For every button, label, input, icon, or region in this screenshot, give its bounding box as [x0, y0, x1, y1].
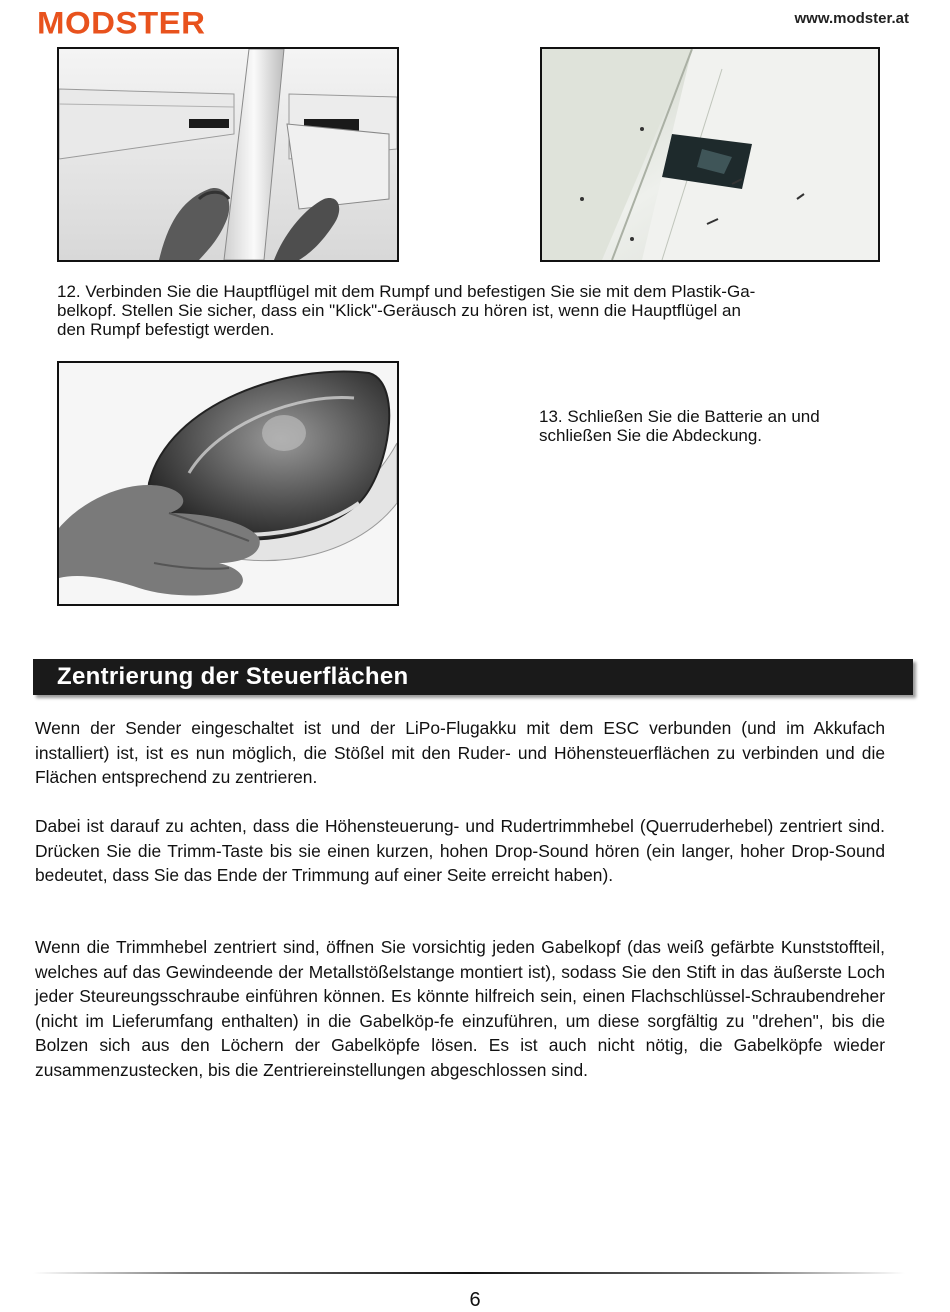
- photo-canopy: [57, 361, 399, 606]
- brand-logo: MODSTER: [37, 4, 206, 41]
- footer-divider: [33, 1272, 905, 1274]
- wing-attach-illustration: [59, 49, 397, 260]
- photo-wing-attach: [57, 47, 399, 262]
- canopy-illustration: [59, 363, 397, 604]
- step-12-text: [57, 282, 897, 339]
- website-url[interactable]: www.modster.at: [794, 10, 909, 27]
- page-number: 6: [469, 1289, 481, 1311]
- section-title: Zentrierung der Steuerflächen: [57, 663, 409, 690]
- photo-wing-underside: [540, 47, 880, 262]
- paragraph-3: Wenn die Trimmhebel zentriert sind, öffnen Sie vorsichtig jeden Gabelkopf (das weiß gefärbte Kunststoffteil, welches auf das Gewindeende der Metallstößelstange montiert ist), sodass Sie den Stift in das äußerste Loch jeder Steureungsschraube einführen können. Es könnte hilfreich sein, einen Flachschlüssel-Schraubendreher (nicht im Lieferumfang enthalten) in die Gabelköp-fe einzuführen, um diese sorgfältig zu "drehen", bis die Bolzen sich aus den Löchern der Gabelköpfe lösen. Es ist auch nicht nötig, die Gabelköpfe wieder zusammenzustecken, bis die Zentriereinstellungen abgeschlossen sind.: [35, 937, 885, 1080]
- paragraph-1: Wenn der Sender eingeschaltet ist und der LiPo-Flugakku mit dem ESC verbunden (und im Akkufach installiert) ist, ist es nun möglich, die Stößel mit den Ruder- und Höhensteuerflächen zu verbinden und die Flächen entsprechend zu zentrieren.: [35, 718, 885, 787]
- section-heading-bar: [33, 659, 913, 695]
- step-12-line-1: 12. Verbinden Sie die Hauptflügel mit dem Rumpf und befestigen Sie sie mit dem Plastik-Ga-: [57, 282, 756, 301]
- step-12-line-2: belkopf. Stellen Sie sicher, dass ein "Klick"-Geräusch zu hören ist, wenn die Hauptflügel an: [57, 301, 741, 320]
- step-12-line-3: den Rumpf befestigt werden.: [57, 320, 275, 339]
- step-13-line-2: schließen Sie die Abdeckung.: [539, 426, 763, 445]
- step-13-text: [539, 407, 899, 445]
- paragraph-2: Dabei ist darauf zu achten, dass die Höhensteuerung- und Rudertrimmhebel (Querruderhebel) zentriert sind. Drücken Sie die Trimm-Taste bis sie einen kurzen, hohen Drop-Sound hören (ein langer, hoher Drop-Sound bedeutet, dass Sie das Ende der Trimmung auf einer Seite erreicht haben).: [35, 816, 885, 885]
- wing-underside-illustration: [542, 49, 878, 260]
- step-13-line-1: 13. Schließen Sie die Batterie an und: [539, 407, 820, 426]
